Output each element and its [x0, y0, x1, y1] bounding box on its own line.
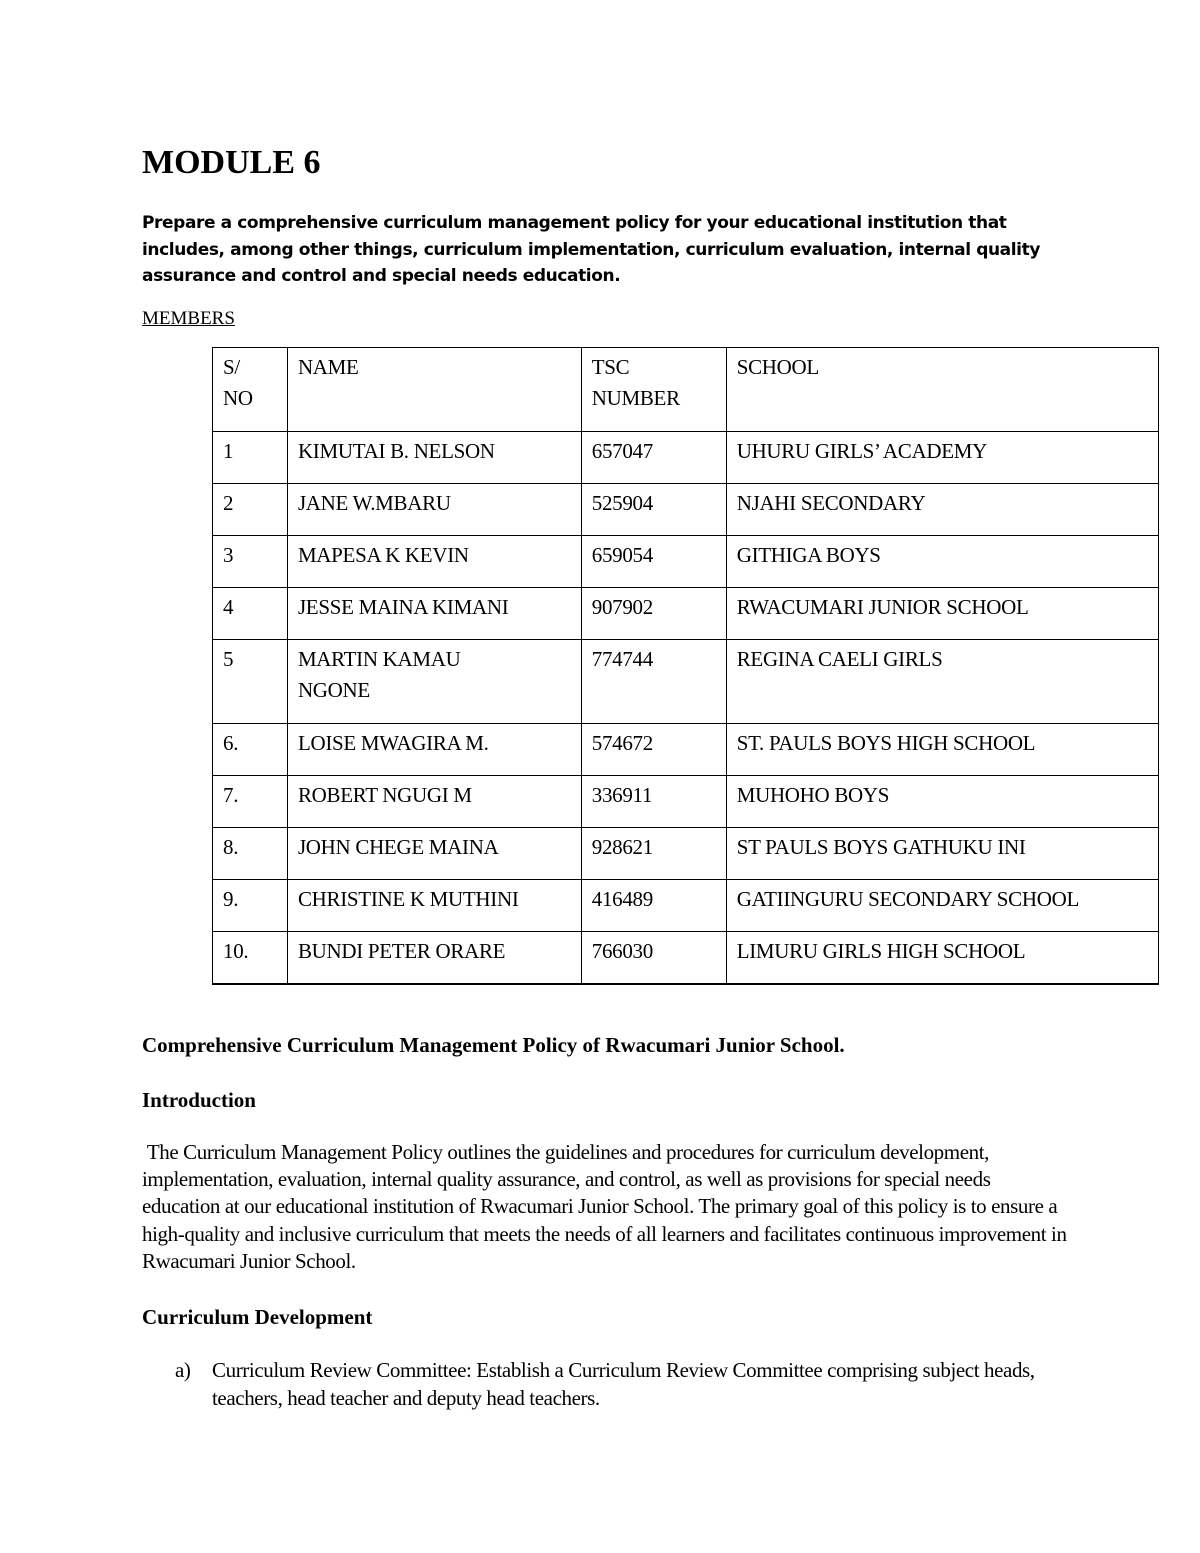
cell-sno: 10. — [213, 932, 288, 985]
cell-school: UHURU GIRLS’ ACADEMY — [726, 432, 1158, 484]
introduction-text: The Curriculum Management Policy outlines the guidelines and procedures for curriculum development, implementation, evaluation, internal quality assurance, and control, as well as provisions for special needs education at our educational institution of Rwacumari Junior School. The primary goal of this policy is to ensure a high-quality and inclusive curriculum that meets the needs of all learners and facilitates continuous improvement in Rwacumari Junior School. — [142, 1140, 1067, 1273]
header-name: NAME — [287, 348, 581, 432]
cell-school: GATIINGURU SECONDARY SCHOOL — [726, 880, 1158, 932]
cell-school: LIMURU GIRLS HIGH SCHOOL — [726, 932, 1158, 985]
cell-name: KIMUTAI B. NELSON — [287, 432, 581, 484]
cell-name: MARTIN KAMAU NGONE — [287, 640, 581, 724]
table-row — [213, 640, 1159, 724]
curriculum-development-heading: Curriculum Development — [142, 1305, 373, 1329]
cell-name: JESSE MAINA KIMANI — [287, 588, 581, 640]
cell-school: REGINA CAELI GIRLS — [726, 640, 1158, 724]
table-header-row — [213, 348, 1159, 432]
cell-sno: 1 — [213, 432, 288, 484]
header-tsc: TSC NUMBER — [581, 348, 726, 432]
module-title: MODULE 6 — [142, 144, 321, 181]
cell-name: CHRISTINE K MUTHINI — [287, 880, 581, 932]
table-row — [213, 536, 1159, 588]
table-row — [213, 588, 1159, 640]
cell-school: NJAHI SECONDARY — [726, 484, 1158, 536]
cell-sno: 5 — [213, 640, 288, 724]
cell-school: RWACUMARI JUNIOR SCHOOL — [726, 588, 1158, 640]
cell-tsc: 525904 — [581, 484, 726, 536]
cell-tsc: 907902 — [581, 588, 726, 640]
cell-tsc: 336911 — [581, 776, 726, 828]
table-row — [213, 880, 1159, 932]
cell-sno: 4 — [213, 588, 288, 640]
cell-tsc: 574672 — [581, 724, 726, 776]
table-row — [213, 828, 1159, 880]
header-sno: S/ NO — [213, 348, 288, 432]
cell-name: JOHN CHEGE MAINA — [287, 828, 581, 880]
cell-tsc: 928621 — [581, 828, 726, 880]
cell-tsc: 766030 — [581, 932, 726, 985]
members-label: MEMBERS — [142, 308, 235, 329]
cell-sno: 8. — [213, 828, 288, 880]
cell-tsc: 774744 — [581, 640, 726, 724]
list-marker: a) — [175, 1358, 191, 1382]
table-row — [213, 932, 1159, 985]
cell-school: MUHOHO BOYS — [726, 776, 1158, 828]
table-row — [213, 484, 1159, 536]
assignment-prompt: Prepare a comprehensive curriculum management policy for your educational institution that includes, among other things, curriculum implementation, curriculum evaluation, internal quality assurance and control and special needs education. — [142, 213, 1040, 286]
members-table — [212, 347, 1159, 985]
cell-name: ROBERT NGUGI M — [287, 776, 581, 828]
policy-title: Comprehensive Curriculum Management Policy of Rwacumari Junior School. — [142, 1033, 845, 1057]
cell-school: ST PAULS BOYS GATHUKU INI — [726, 828, 1158, 880]
header-school: SCHOOL — [726, 348, 1158, 432]
cell-sno: 6. — [213, 724, 288, 776]
cell-tsc: 657047 — [581, 432, 726, 484]
cell-sno: 3 — [213, 536, 288, 588]
list-item-text: Curriculum Review Committee: Establish a Curriculum Review Committee comprising subject heads, teachers, head teacher and deputy head teachers. — [212, 1358, 1035, 1410]
cell-name: LOISE MWAGIRA M. — [287, 724, 581, 776]
cell-school: ST. PAULS BOYS HIGH SCHOOL — [726, 724, 1158, 776]
cell-name: BUNDI PETER ORARE — [287, 932, 581, 985]
cell-sno: 2 — [213, 484, 288, 536]
table-row — [213, 776, 1159, 828]
introduction-body — [142, 1139, 1072, 1275]
list-item — [175, 1356, 1065, 1412]
cell-sno: 7. — [213, 776, 288, 828]
cell-name: MAPESA K KEVIN — [287, 536, 581, 588]
cell-name: JANE W.MBARU — [287, 484, 581, 536]
table-row — [213, 432, 1159, 484]
table-row — [213, 724, 1159, 776]
introduction-heading: Introduction — [142, 1088, 256, 1112]
cell-tsc: 416489 — [581, 880, 726, 932]
cell-sno: 9. — [213, 880, 288, 932]
cell-tsc: 659054 — [581, 536, 726, 588]
cell-school: GITHIGA BOYS — [726, 536, 1158, 588]
